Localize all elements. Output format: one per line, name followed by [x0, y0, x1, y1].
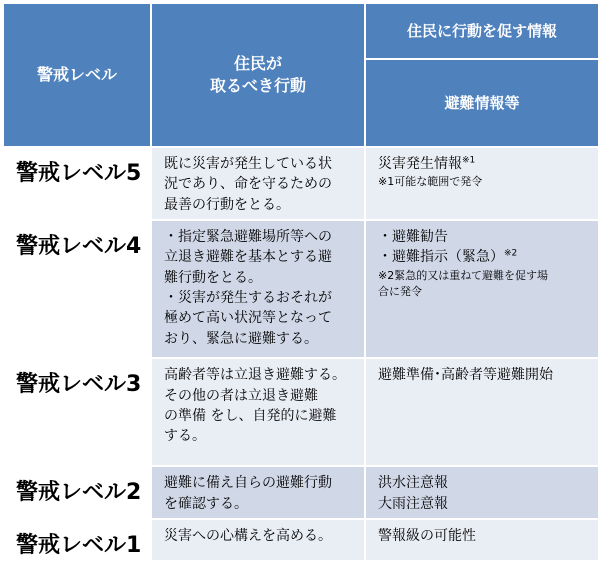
- action-line: 災害への心構えを高める。: [164, 527, 332, 544]
- header-action-line2: 取るべき行動: [209, 76, 306, 96]
- level-4-info: [365, 220, 599, 358]
- info-line: 避難準備･高齢者等避難開始: [378, 367, 553, 384]
- level-2-info: [365, 466, 599, 519]
- level-3-info: [365, 358, 599, 466]
- info-note: ※2緊急的又は重ねて避難を促す場: [378, 268, 548, 282]
- action-line: ・災害が発生するおそれが: [164, 289, 332, 306]
- action-line: する。: [164, 428, 206, 445]
- action-line: 既に災害が発生している状: [164, 156, 332, 173]
- level-2-label: 警戒レベル2: [3, 466, 151, 519]
- action-line: おり、緊急に避難する。: [164, 330, 318, 347]
- action-line: 立退き避難を基本とする避: [164, 249, 332, 266]
- action-line: を確認する。: [164, 495, 248, 512]
- table-row: [3, 220, 599, 358]
- action-line: 高齢者等は立退き避難する。: [164, 367, 346, 384]
- level-4-label: 警戒レベル4: [3, 220, 151, 358]
- table-row: [3, 358, 599, 466]
- level-5-label: 警戒レベル5: [3, 147, 151, 220]
- level-3-label: 警戒レベル3: [3, 358, 151, 466]
- action-line: ・指定緊急避難場所等への: [164, 229, 332, 246]
- action-line: その他の者は立退き避難: [164, 387, 318, 404]
- level-1-action: [151, 519, 365, 561]
- table-row: [3, 466, 599, 519]
- info-item: ・避難指示（緊急）: [378, 249, 504, 266]
- header-action: [151, 3, 365, 147]
- table-row: [3, 519, 599, 561]
- action-line: 況であり、命を守るための: [164, 176, 332, 193]
- info-line: 大雨注意報: [378, 495, 448, 512]
- header-info-sub: 避難情報等: [365, 59, 599, 147]
- info-line: 洪水注意報: [378, 475, 448, 492]
- level-1-label: 警戒レベル1: [3, 519, 151, 561]
- info-footnote-mark: ※1: [462, 155, 476, 166]
- info-note: ※1可能な範囲で発令: [378, 175, 483, 189]
- header-info-group: 住民に行動を促す情報: [365, 3, 599, 59]
- info-line: [378, 154, 590, 174]
- level-2-action: [151, 466, 365, 519]
- action-line: 極めて高い状況等となって: [164, 310, 332, 327]
- info-main: 災害発生情報: [378, 156, 462, 173]
- level-5-info: [365, 147, 599, 220]
- info-line: ・避難勧告: [378, 229, 448, 246]
- info-note: 合に発令: [378, 285, 422, 299]
- action-line: の準備 をし、自発的に避難: [164, 407, 337, 424]
- info-line: 警報級の可能性: [378, 527, 476, 544]
- table-row: [3, 147, 599, 220]
- action-line: 最善の行動をとる。: [164, 196, 290, 213]
- header-action-line1: 住民が: [233, 54, 282, 74]
- level-1-info: [365, 519, 599, 561]
- action-line: 避難に備え自らの避難行動: [164, 475, 332, 492]
- action-line: 難行動をとる。: [164, 269, 262, 286]
- level-5-action: [151, 147, 365, 220]
- level-3-action: [151, 358, 365, 466]
- info-footnote-mark: ※2: [504, 248, 518, 259]
- header-level: 警戒レベル: [3, 3, 151, 147]
- level-4-action: [151, 220, 365, 358]
- info-line: [378, 247, 590, 267]
- alert-level-table: [2, 2, 600, 562]
